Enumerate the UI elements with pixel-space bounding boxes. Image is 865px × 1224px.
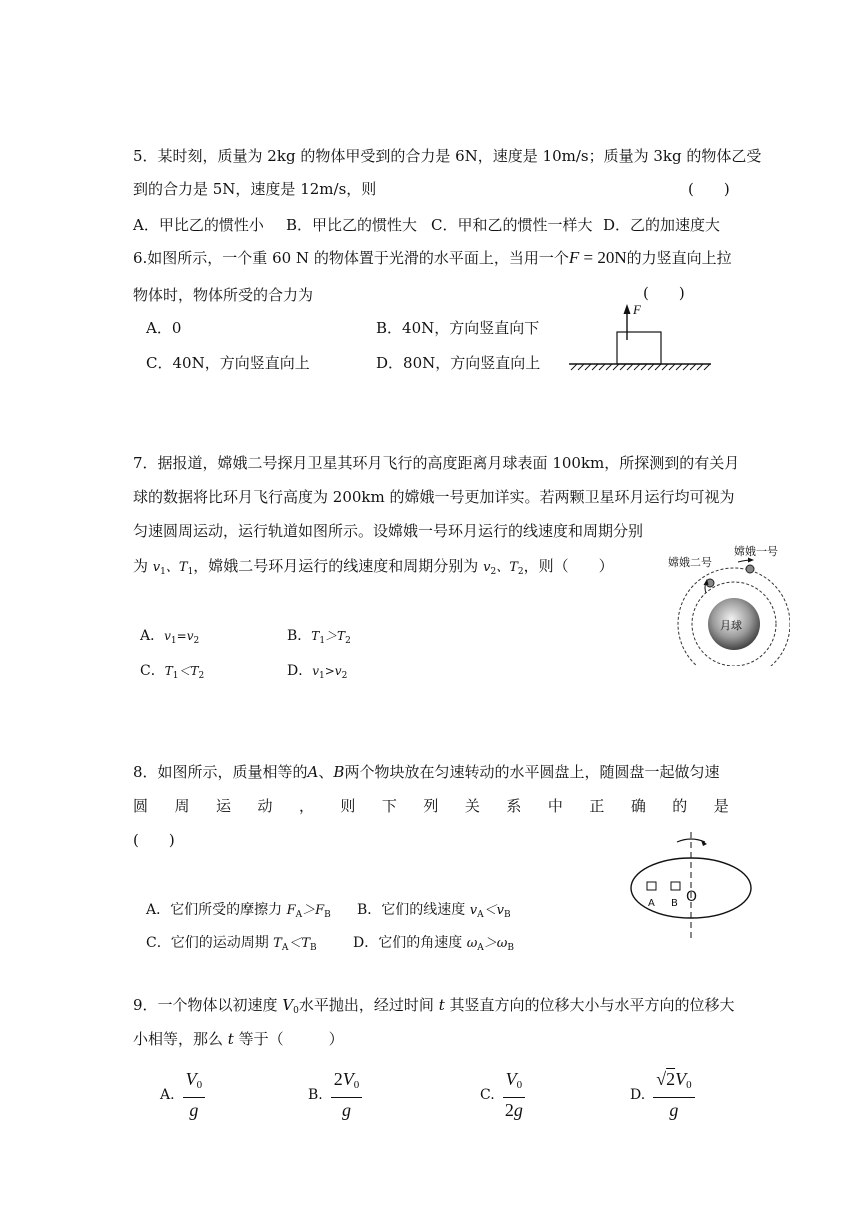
q7-line4-text-c: ，则（ ） bbox=[523, 557, 614, 575]
q7-ce2-label: 嫦娥二号 bbox=[668, 556, 712, 569]
q7-v2-t2: $v_2$、$T_2$ bbox=[483, 560, 524, 577]
q6-fig-force-label: F bbox=[633, 302, 641, 317]
q9-option-b: B. $\frac{2V_0}{g}$ bbox=[308, 1068, 362, 1121]
q6-force-value: = 20N bbox=[579, 248, 627, 267]
q8-line1: 8．如图所示，质量相等的A、B两个物块放在匀速转动的水平圆盘上，随圆盘一起做匀速 bbox=[133, 763, 720, 781]
q7-line4 bbox=[133, 556, 614, 582]
q6-block-figure bbox=[565, 298, 715, 376]
q5-line1: 5．某时刻，质量为 2kg 的物体甲受到的合力是 6N，速度是 10m/s；质量为 3kg 的物体乙受 bbox=[133, 147, 762, 165]
q8-line3: ( ) bbox=[133, 831, 175, 849]
q6-line2: 物体时，物体所受的合力为 bbox=[133, 286, 314, 304]
q6-option-a: A．0 bbox=[146, 319, 182, 337]
q7-option-b: B．$T_1>T_2$ bbox=[287, 628, 351, 646]
q9-line1: 9．一个物体以初速度 $V_0$水平抛出，经过时间 t 其竖直方向的位移大小与水平方向的位移大 bbox=[133, 996, 735, 1016]
q8-label-b: B bbox=[671, 898, 678, 909]
q5-line2: 到的合力是 5N，速度是 12m/s，则 bbox=[133, 180, 377, 198]
q6-option-d: D．80N，方向竖直向上 bbox=[376, 354, 541, 372]
q9-option-c: C. $\frac{V_0}{2g}$ bbox=[480, 1068, 525, 1121]
q7-option-c: C．$T_1<T_2$ bbox=[140, 663, 205, 681]
q6-option-b: B．40N，方向竖直向下 bbox=[376, 319, 540, 337]
q7-line4-text-a: 为 bbox=[133, 557, 149, 575]
q9-line2: 小相等，那么 t 等于（ ） bbox=[133, 1030, 344, 1048]
q5-answer-paren: ( ) bbox=[688, 180, 730, 198]
q6-ground-hatching bbox=[571, 364, 710, 370]
q9-line1-text-c: 其竖直方向的位移大小与水平方向的位移大 bbox=[449, 996, 735, 1014]
q7-line2: 球的数据将比环月飞行高度为 200km 的嫦娥一号更加详实。若两颗卫星环月运行均可视为 bbox=[133, 488, 735, 506]
q7-line4-text-b: ，嫦娥二号环月运行的线速度和周期分别为 bbox=[193, 557, 479, 575]
q7-orbit-figure bbox=[660, 538, 790, 666]
q7-ce1-label: 嫦娥一号 bbox=[734, 545, 778, 558]
q7-line3: 匀速圆周运动，运行轨道如图所示。设嫦娥一号环月运行的线速度和周期分别 bbox=[133, 522, 644, 540]
q7-v1-t1: $v_1$、$T_1$ bbox=[152, 560, 194, 577]
q8-label-a: A bbox=[648, 898, 655, 909]
q8-option-b: B．它们的线速度 $v_A<v_B$ bbox=[357, 902, 511, 920]
q8-line1-text-a: 8．如图所示，质量相等的 bbox=[133, 763, 308, 781]
q6-line1-text-a: 6.如图所示，一个重 60 N 的物体置于光滑的水平面上，当用一个 bbox=[133, 249, 569, 267]
q5-option-d: D．乙的加速度大 bbox=[603, 216, 721, 234]
q8-option-a: A．它们所受的摩擦力 $F_A>F_B$ bbox=[146, 902, 331, 920]
q5-option-a: A．甲比乙的惯性小 bbox=[133, 216, 264, 234]
q8-option-d: D．它们的角速度 $\omega_A>\omega_B$ bbox=[353, 935, 515, 953]
q6-force-arrow-head bbox=[624, 304, 631, 314]
q5-option-b: B．甲比乙的惯性大 bbox=[286, 216, 418, 234]
q8-label-o: O bbox=[686, 889, 698, 905]
q9-line1-text-a: 9．一个物体以初速度 bbox=[133, 996, 278, 1014]
q8-line2: 圆 周 运 动 ， 则 下 列 关 系 中 正 确 的 是 bbox=[133, 797, 729, 815]
q9-line2-text-b: 等于（ ） bbox=[238, 1030, 344, 1048]
q9-option-d: D. $\frac{√2V_0}{g}$ bbox=[630, 1068, 695, 1121]
q6-answer-paren: ( ) bbox=[643, 284, 685, 302]
q7-moon-label: 月球 bbox=[720, 619, 742, 632]
q9-line1-text-b: 水平抛出，经过时间 bbox=[298, 996, 434, 1014]
q7-option-d: D．$v_1>v_2$ bbox=[287, 663, 348, 681]
q8-line1-text-b: 两个物块放在匀速转动的水平圆盘上，随圆盘一起做匀速 bbox=[344, 763, 720, 781]
q6-force-symbol: F bbox=[568, 248, 580, 267]
q5-option-c: C．甲和乙的惯性一样大 bbox=[431, 216, 593, 234]
q8-disk-figure bbox=[625, 830, 775, 940]
q6-option-c: C．40N，方向竖直向上 bbox=[146, 354, 310, 372]
q6-block bbox=[617, 332, 661, 364]
q7-option-a: A．$v_1=v_2$ bbox=[140, 628, 200, 646]
q8-rotation-arrow bbox=[677, 839, 705, 842]
q7-line1: 7．据报道，嫦娥二号探月卫星其环月飞行的高度距离月球表面 100km，所探测到的有关月 bbox=[133, 454, 740, 472]
q6-line1-text-b: 的力竖直向上拉 bbox=[626, 249, 732, 267]
q9-option-a: A. $\frac{V_0}{g}$ bbox=[160, 1068, 205, 1121]
q8-block-a bbox=[647, 882, 656, 890]
q8-block-b bbox=[671, 882, 680, 890]
q7-satellite-1 bbox=[746, 565, 754, 573]
q9-line2-text-a: 小相等，那么 bbox=[133, 1030, 224, 1048]
q8-option-c: C．它们的运动周期 $T_A<T_B$ bbox=[146, 935, 317, 953]
q6-line1 bbox=[133, 248, 732, 268]
